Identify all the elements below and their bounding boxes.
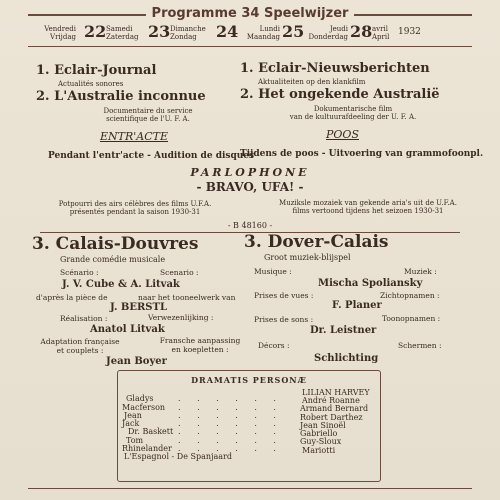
play-author: J. BERSTL xyxy=(110,302,167,313)
day-number: 22 xyxy=(84,22,107,41)
item-eclair-nieuws-sub: Aktualiteiten op den klankfilm xyxy=(258,78,366,86)
divider xyxy=(28,46,472,47)
photo-label-nl: Zichtopnamen : xyxy=(380,291,440,300)
composer: Mischa Spoliansky xyxy=(318,278,423,289)
film-title-nl: 3. Dover-Calais xyxy=(244,232,389,252)
day-number: 23 xyxy=(148,22,171,41)
potpourri-fr: Potpourri des airs célèbres des films U.F.A. présentés pendant la saison 1930-31 xyxy=(58,200,212,216)
cast-actor: Guy-Sloux xyxy=(300,437,342,446)
item-eclair-journal: 1. Eclair-Journal xyxy=(36,63,157,78)
potpourri-nl: Muziksle mozaiek van gekende aria's uit de U.F.A. films vertoond tijdens het seizoen 1930-31 xyxy=(279,199,457,215)
leader-dots: . . . . . . xyxy=(178,436,283,445)
scenario-writers: J. V. Cube & A. Litvak xyxy=(62,279,180,290)
cast-role: Dr. Baskett xyxy=(128,427,174,436)
music-label-nl: Muziek : xyxy=(404,267,437,276)
adaptation-label-fr: Adaptation française et couplets : xyxy=(40,337,120,355)
day-number: 24 xyxy=(216,22,239,41)
bravo-ufa: - BRAVO, UFA! - xyxy=(196,180,304,194)
cast-actor: Armand Bernard xyxy=(300,404,369,413)
sound-label-fr: Prises de sons : xyxy=(254,315,314,324)
item-australie-nl-sub: Dokumentarische film van de kultuurafdeeling der U. F. A. xyxy=(289,105,417,121)
cast-actor: Gabriello xyxy=(300,429,338,438)
day-label: Vendredi Vrijdag xyxy=(44,25,76,41)
leader-dots: . . . . . . xyxy=(178,411,283,420)
programme-header xyxy=(0,2,500,21)
day-label: Lundi Maandag xyxy=(246,25,280,41)
cast-actor: Robert Darthez xyxy=(300,413,363,422)
decor-label-fr: Décors : xyxy=(258,341,290,350)
leader-dots: . . . . . . xyxy=(178,403,283,412)
photographer: F. Planer xyxy=(332,300,382,311)
cast-role: Rhinelander xyxy=(122,444,172,453)
adaptation-label-nl: Fransche aanpassing en koepletten : xyxy=(159,336,241,354)
director: Anatol Litvak xyxy=(90,324,165,335)
realisation-label-nl: Verwezenlijking : xyxy=(148,313,214,322)
film-genre-fr: Grande comédie musicale xyxy=(60,255,166,264)
scenario-label-fr: Scénario : xyxy=(60,268,99,277)
item-eclair-nieuws: 1. Eclair-Nieuwsberichten xyxy=(240,61,430,76)
set-designer: Schlichting xyxy=(314,353,379,364)
cast-role: L'Espagnol - De Spanjaard xyxy=(124,452,232,461)
record-number: - B 48160 - xyxy=(227,221,273,230)
day-label: Samedi Zaterdag xyxy=(106,25,139,41)
item-eclair-journal-sub: Actualités sonores xyxy=(58,80,124,88)
entracte-heading: ENTR'ACTE xyxy=(100,130,169,143)
cast-actor: Jean Sinoël xyxy=(300,421,346,430)
item-australie-sub: Documentaire du service scientifique de l'U. F. A. xyxy=(103,107,193,123)
parlophone-label: PARLOPHONE xyxy=(190,166,310,179)
poos-text: Tijdens de poos - Uitvoering van grammofoonpl. xyxy=(240,149,484,159)
cast-role: Gladys xyxy=(126,394,154,403)
scenario-label-nl: Scenario : xyxy=(160,268,199,277)
after-label-nl: naar het tooneelwerk van xyxy=(138,293,236,302)
photo-label-fr: Prises de vues : xyxy=(254,291,314,300)
cast-actor: LILIAN HARVEY xyxy=(302,388,370,397)
day-number: 28 xyxy=(350,22,373,41)
after-label-fr: d'après la pièce de xyxy=(36,293,108,302)
cast-role: Macferson xyxy=(122,403,166,412)
sound-engineer: Dr. Leistner xyxy=(310,325,377,336)
leader-dots: . . . . . . xyxy=(178,394,283,403)
date-strip xyxy=(30,22,470,44)
leader-dots: . . . . . . xyxy=(178,444,283,453)
entracte-text: Pendant l'entr'acte - Audition de disques xyxy=(48,151,255,161)
day-label: Dimanche Zondag xyxy=(170,25,206,41)
day-number: 25 xyxy=(282,22,305,41)
cast-actor: André Roanne xyxy=(302,396,360,405)
film-genre-nl: Groot muziek-blijspel xyxy=(264,253,351,262)
cast-actor: Mariotti xyxy=(302,446,336,455)
realisation-label-fr: Réalisation : xyxy=(60,314,108,323)
day-label: Jeudi Donderdag xyxy=(308,25,348,41)
month-label: avril April xyxy=(372,25,390,41)
film-title-fr: 3. Calais-Douvres xyxy=(32,234,199,254)
leader-dots: . . . . . . xyxy=(178,427,283,436)
year: 1932 xyxy=(398,27,421,37)
sound-label-nl: Toonopnamen : xyxy=(382,314,441,323)
cast-role: Jack xyxy=(122,419,140,428)
music-label-fr: Musique : xyxy=(254,267,292,276)
cast-role: Tom xyxy=(126,436,144,445)
item-australie: 2. L'Australie inconnue xyxy=(36,89,206,104)
decor-label-nl: Schermen : xyxy=(398,341,442,350)
leader-dots: . . . . . . xyxy=(178,419,283,428)
poos-heading: POOS xyxy=(326,128,359,141)
bottom-border xyxy=(28,488,472,489)
dramatis-title: DRAMATIS PERSONÆ xyxy=(191,375,307,385)
programme-title: Programme 34 Speelwijzer xyxy=(146,6,355,21)
adapter: Jean Boyer xyxy=(106,356,167,367)
item-australie-nl: 2. Het ongekende Australië xyxy=(240,87,440,102)
cast-role: Jean xyxy=(124,411,142,420)
